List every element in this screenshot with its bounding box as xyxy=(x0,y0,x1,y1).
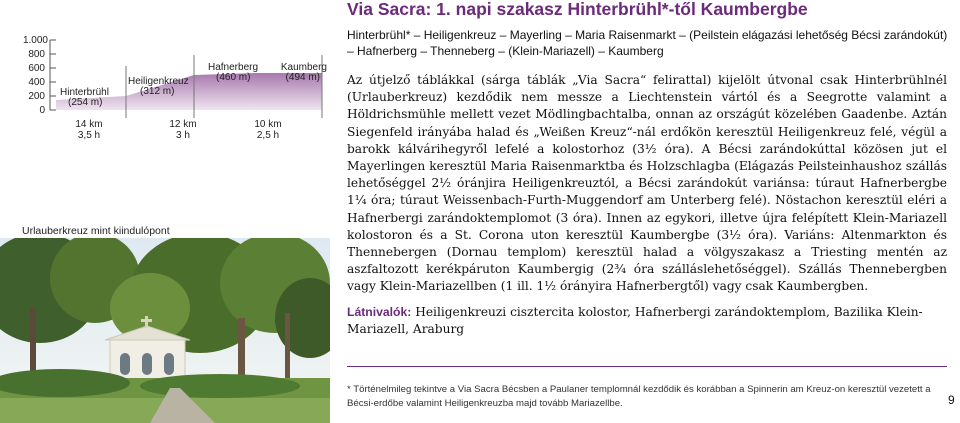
page-number: 9 xyxy=(948,393,955,407)
segment-time: 2,5 h xyxy=(256,130,280,141)
y-tick-label: 200 xyxy=(28,91,45,102)
page-title: Via Sacra: 1. napi szakasz Hinterbrühl*-től Kaumbergbe xyxy=(347,0,808,19)
segment-time: 3,5 h xyxy=(77,130,101,141)
photo-caption: Urlauberkreuz mint kiindulópont xyxy=(22,225,170,237)
station-elevation: (460 m) xyxy=(216,72,251,83)
y-axis xyxy=(23,35,56,116)
station-name: Hinterbrühl xyxy=(60,87,109,98)
sights-text: Heiligenkreuzi cisztercita kolostor, Hafnerbergi zarándoktemplom, Bazilika Klein-Mariazell, Araburg xyxy=(347,305,923,337)
y-tick-label: 1.000 xyxy=(22,35,48,46)
segment-distance: 14 km xyxy=(75,119,103,130)
station-name: Hafnerberg xyxy=(208,62,259,73)
station-elevation: (254 m) xyxy=(68,97,103,108)
sights-paragraph xyxy=(347,304,947,338)
elevation-profile xyxy=(0,0,330,225)
station-elevation: (312 m) xyxy=(140,86,175,97)
footnote: * Történelmileg tekintve a Via Sacra Bécsben a Paulaner templomnál kezdődik és korábban a Spinnerin am Kreuz-on keresztül vezetett a Bécsi-erdőbe valamint Heiligenkreuzba majd tovább Mariazellbe. xyxy=(347,384,931,409)
y-tick-label: 800 xyxy=(28,49,45,60)
station-name: Heiligenkreuz xyxy=(128,76,189,87)
segment-distance: 12 km xyxy=(169,119,197,130)
left-column xyxy=(0,0,330,423)
station-elevation: (494 m) xyxy=(285,72,320,83)
route-description: Az útjelző táblákkal (sárga táblák „Via Sacra“ felirattal) kijelölt útvonal csak Hinterbrühlnél (Urlauberkreuz) kezdődik nem messze a Liechtenstein vártól és a Seegrotte valamint a Höldrichsmühle mellett vezet Mödlingbachtalba, onnan az országút közelében Gaadenbe. Aztán Siegenfeld irányába halad és „Weißen Kreuz“-nál erdőkön keresztül Heiligenkreuz felé, végül a barokk kálvárihegyről lefelé a kolostorhoz (3½ óra). A Bécsi zarándokúttal közösen jut el Mayerlingen keresztül Maria Raisenmarktba és Holzschlagba (Elágazás Peilsteinhaushoz szállás lehetőséggel 2½ óránjira Heiligenkreuztól, a Bécsi zarándokút variánsa: túraut Hafnerbergbe 1¼ óra; túraut Weissenbach-Furth-Muggendorf am Unterberg felé). Nöstachon keresztül eléri a Hafnerbergi zarándoktemplomot (3 óra). Innen az egykori, illetve újra felépített Klein-Mariazell kolostoron és a St. Corona uton keresztül Kaumbergbe (3½ óra). Variáns: Altenmarkton és Thennebergen (Dornau templom) keresztül halad a völgyszakasz a Triesting mentén az aszfaltozott kerékpáruton Kaumbergig (2¾ óra szálláslehetőséggel). Szállás Thennebergben vagy Klein-Mariazellben (1 ill. 1½ órányira Hafnerbergtől) vagy csak Kaumbergben. xyxy=(347,73,947,294)
segment-distance: 10 km xyxy=(254,119,282,130)
y-tick-label: 400 xyxy=(28,77,45,88)
route-summary: Hinterbrühl* – Heiligenkreuz – Mayerling – Maria Raisenmarkt – (Peilstein elágazási lehetőség Bécsi zarándokút) – Hafnerberg – Thenneberg – (Klein-Mariazell) – Kaumberg xyxy=(347,28,948,58)
footnote-divider xyxy=(347,366,947,367)
segment-time: 3 h xyxy=(176,130,190,141)
station-name: Kaumberg xyxy=(280,62,327,73)
y-tick-label: 0 xyxy=(39,105,45,116)
sights-label: Látnivalók: xyxy=(347,305,412,319)
y-tick-label: 600 xyxy=(28,63,45,74)
photo-urlauberkreuz xyxy=(0,238,330,423)
